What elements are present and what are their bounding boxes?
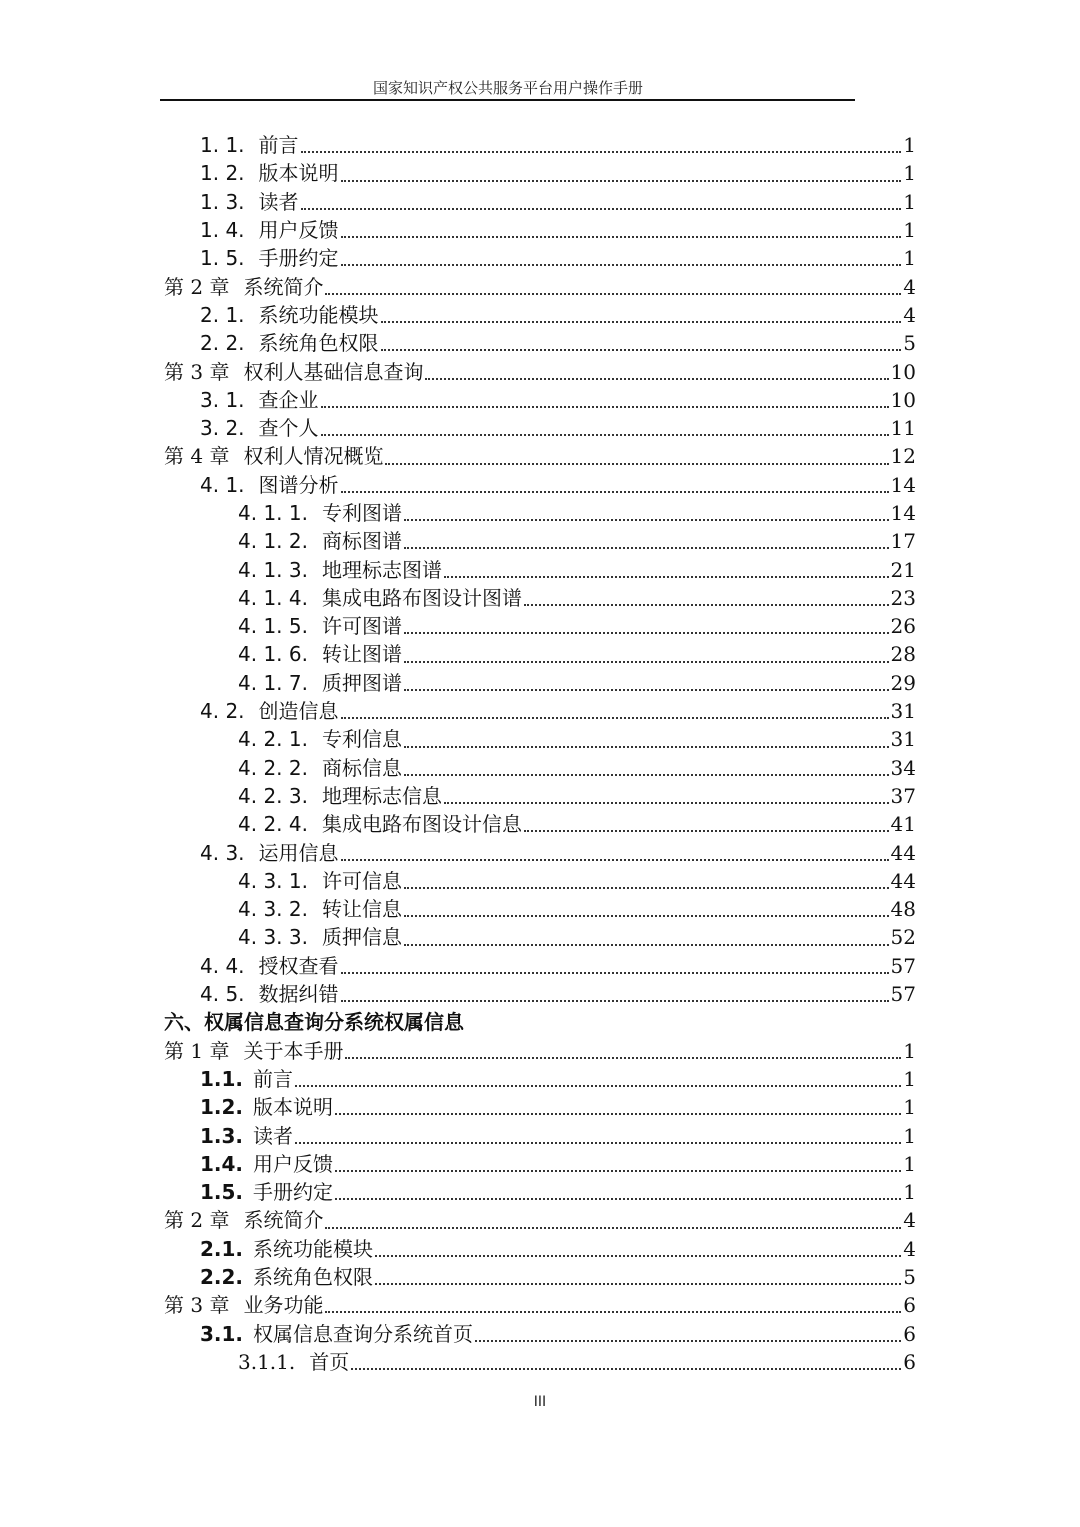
toc-entry-title: 六、权属信息查询分系统权属信息 [164, 1010, 464, 1035]
toc-entry-title: 质押图谱 [321, 670, 402, 695]
toc-entry-page: 14 [890, 472, 916, 497]
toc-entry-number: 第 2 章 [164, 1208, 230, 1233]
toc-entry-title: 转让图谱 [321, 642, 402, 667]
toc-entry [0, 838, 916, 866]
toc-dot-leader [524, 830, 889, 832]
toc-entry-page: 57 [890, 982, 916, 1007]
toc-entry-page: 26 [890, 614, 916, 639]
toc-dot-leader [375, 1283, 901, 1285]
toc-entry [0, 1093, 916, 1121]
toc-dot-leader [524, 604, 889, 606]
toc-entry-title: 专利信息 [321, 727, 402, 752]
toc-entry-number: 4. 3. [200, 840, 245, 865]
toc-entry-number: 4. 2. 3. [238, 783, 308, 808]
toc-entry-title: 查企业 [258, 387, 319, 412]
toc-entry-page: 48 [890, 897, 916, 922]
toc-entry-page: 52 [890, 925, 916, 950]
toc-entry-number: 4. 1. 4. [238, 585, 308, 610]
toc-chapter-entry [0, 1206, 916, 1234]
toc-chapter-entry [0, 357, 916, 385]
toc-entry-page: 1 [903, 161, 916, 186]
toc-entry-number: 2.1. [200, 1236, 244, 1261]
toc-entry [0, 1150, 916, 1178]
toc-entry-title: 用户反馈 [258, 218, 339, 243]
toc-entry [0, 216, 916, 244]
toc-entry [0, 1263, 916, 1291]
toc-dot-leader [345, 1057, 901, 1059]
toc-entry [0, 1121, 916, 1149]
toc-entry-number: 4. 3. 2. [238, 897, 308, 922]
toc-entry-title: 关于本手册 [243, 1038, 344, 1063]
toc-entry-number: 3.1. [200, 1321, 244, 1346]
toc-entry-title: 系统角色权限 [258, 331, 379, 356]
toc-entry-number: 1. 3. [200, 189, 245, 214]
toc-entry-title: 查个人 [258, 416, 319, 441]
toc-entry [0, 782, 916, 810]
toc-entry-number: 1. 5. [200, 246, 245, 271]
toc-entry-number: 4. 1. 1. [238, 501, 308, 525]
toc-entry [0, 725, 916, 753]
toc-entry [0, 301, 916, 329]
toc-entry-number: 1.5. [200, 1180, 244, 1205]
toc-entry-page: 21 [890, 557, 916, 582]
toc-dot-leader [341, 1000, 889, 1002]
toc-entry-number: 1.2. [200, 1095, 244, 1120]
toc-entry-page: 44 [890, 868, 916, 893]
toc-entry-number: 1.1. [200, 1066, 244, 1091]
toc-dot-leader [325, 293, 901, 295]
toc-dot-leader [301, 151, 902, 153]
toc-chapter-entry [0, 272, 916, 300]
toc-entry-number: 4. 2. 1. [238, 727, 308, 752]
toc-entry-number: 4. 4. [200, 953, 245, 978]
toc-entry-number: 4. 1. 3. [238, 557, 308, 582]
toc-dot-leader [321, 406, 889, 408]
toc-entry [0, 159, 916, 187]
toc-dot-leader [341, 236, 902, 238]
toc-entry-number: 第 1 章 [164, 1038, 230, 1063]
toc-entry-title: 商标信息 [321, 755, 402, 780]
toc-entry-number: 1. 2. [200, 161, 245, 186]
toc-entry-number: 第 3 章 [164, 359, 230, 384]
toc-entry [0, 867, 916, 895]
toc-entry-title: 转让信息 [321, 897, 402, 922]
toc-entry-page: 29 [890, 670, 916, 695]
header-rule [160, 99, 855, 101]
toc-entry [0, 923, 916, 951]
toc-entry-title: 首页 [309, 1349, 350, 1374]
toc-dot-leader [444, 802, 889, 804]
toc-dot-leader [404, 944, 889, 946]
toc-entry-page: 1 [903, 1151, 916, 1176]
toc-entry [0, 1235, 916, 1263]
toc-dot-leader [475, 1340, 901, 1342]
toc-entry [0, 1065, 916, 1093]
toc-entry-page: 4 [903, 1236, 916, 1261]
toc-entry-number: 1. 4. [200, 218, 245, 243]
toc-dot-leader [404, 746, 889, 748]
toc-entry [0, 1178, 916, 1206]
toc-entry-number: 2. 2. [200, 331, 245, 356]
toc-entry [0, 1348, 916, 1376]
toc-dot-leader [404, 689, 889, 691]
toc-entry-page: 14 [890, 501, 916, 525]
toc-dot-leader [385, 463, 888, 465]
toc-entry-page: 4 [903, 302, 916, 327]
toc-dot-leader [341, 264, 902, 266]
toc-entry-title: 创造信息 [258, 699, 339, 724]
toc-entry-page: 1 [903, 189, 916, 214]
toc-entry [0, 188, 916, 216]
toc-entry [0, 555, 916, 583]
toc-entry-title: 前言 [258, 133, 299, 158]
toc-dot-leader [425, 378, 888, 380]
toc-dot-leader [295, 1085, 901, 1087]
toc-entry-title: 许可图谱 [321, 614, 402, 639]
toc-entry-number: 4. 2. 2. [238, 755, 308, 780]
toc-entry [0, 471, 916, 499]
toc-entry [0, 980, 916, 1008]
toc-entry [0, 895, 916, 923]
table-of-contents [0, 131, 1080, 1376]
toc-entry-number: 1. 1. [200, 133, 245, 158]
toc-entry-number: 3. 2. [200, 416, 245, 441]
toc-entry-title: 集成电路布图设计图谱 [321, 585, 522, 610]
toc-entry [0, 612, 916, 640]
toc-entry-page: 28 [890, 642, 916, 667]
toc-entry-title: 授权查看 [258, 953, 339, 978]
toc-entry-page: 1 [903, 1180, 916, 1205]
toc-dot-leader [404, 519, 889, 521]
toc-dot-leader [321, 434, 889, 436]
toc-dot-leader [404, 774, 889, 776]
toc-entry-page: 1 [903, 218, 916, 243]
toc-entry-title: 权利人情况概览 [243, 444, 384, 469]
toc-dot-leader [325, 1227, 901, 1229]
toc-entry-number: 4. 1. 2. [238, 529, 308, 554]
toc-entry-page: 1 [903, 246, 916, 271]
toc-dot-leader [295, 1142, 901, 1144]
toc-entry-page: 1 [903, 1038, 916, 1063]
toc-dot-leader [341, 180, 902, 182]
toc-entry-title: 数据纠错 [258, 982, 339, 1007]
toc-entry-title: 前言 [253, 1066, 294, 1091]
toc-entry-title: 系统简介 [243, 1208, 324, 1233]
toc-entry-number: 4. 1. 5. [238, 614, 308, 639]
toc-entry-title: 图谱分析 [258, 472, 339, 497]
toc-dot-leader [341, 491, 889, 493]
toc-entry-number: 4. 2. [200, 699, 245, 724]
toc-entry-page: 1 [903, 1095, 916, 1120]
toc-dot-leader [335, 1198, 901, 1200]
running-header-title: 国家知识产权公共服务平台用户操作手册 [372, 79, 643, 97]
toc-entry [0, 1319, 916, 1347]
toc-entry [0, 640, 916, 668]
toc-entry [0, 527, 916, 555]
toc-entry-title: 读者 [253, 1123, 294, 1148]
toc-chapter-entry [0, 1291, 916, 1319]
toc-entry-title: 手册约定 [253, 1180, 334, 1205]
toc-entry [0, 244, 916, 272]
toc-entry-page: 6 [903, 1321, 916, 1346]
toc-entry-title: 运用信息 [258, 840, 339, 865]
toc-entry-title: 手册约定 [258, 246, 339, 271]
toc-dot-leader [375, 1255, 901, 1257]
toc-entry-page: 6 [903, 1293, 916, 1318]
toc-entry-title: 系统功能模块 [253, 1236, 374, 1261]
toc-dot-leader [381, 349, 902, 351]
toc-entry-page: 17 [890, 529, 916, 554]
toc-entry-number: 3.1.1. [238, 1349, 296, 1374]
toc-dot-leader [341, 972, 889, 974]
toc-entry-page: 10 [890, 359, 916, 384]
toc-entry-page: 1 [903, 1123, 916, 1148]
toc-entry-page: 6 [903, 1349, 916, 1374]
toc-entry-number: 4. 5. [200, 982, 245, 1007]
toc-entry-title: 专利图谱 [321, 501, 402, 525]
toc-entry [0, 754, 916, 782]
toc-entry-title: 地理标志图谱 [321, 557, 442, 582]
toc-entry [0, 697, 916, 725]
toc-entry [0, 952, 916, 980]
toc-entry-number: 4. 3. 3. [238, 925, 308, 950]
toc-entry-title: 版本说明 [253, 1095, 334, 1120]
toc-chapter-entry [0, 1037, 916, 1065]
toc-entry-number: 4. 1. 6. [238, 642, 308, 667]
toc-entry-page: 1 [903, 133, 916, 158]
toc-dot-leader [325, 1311, 901, 1313]
toc-dot-leader [404, 887, 889, 889]
toc-entry-title: 质押信息 [321, 925, 402, 950]
toc-entry [0, 669, 916, 697]
toc-dot-leader [335, 1170, 901, 1172]
toc-entry-page: 12 [890, 444, 916, 469]
toc-entry [0, 414, 916, 442]
toc-dot-leader [444, 576, 889, 578]
toc-entry-page: 11 [890, 416, 916, 441]
toc-entry-title: 版本说明 [258, 161, 339, 186]
toc-dot-leader [301, 208, 902, 210]
toc-entry [0, 386, 916, 414]
toc-entry-page: 37 [890, 783, 916, 808]
toc-entry-title: 集成电路布图设计信息 [321, 812, 522, 837]
toc-entry-number: 1.3. [200, 1123, 244, 1148]
toc-entry-number: 4. 3. 1. [238, 868, 308, 893]
toc-entry-page: 34 [890, 755, 916, 780]
toc-entry-page: 1 [903, 1066, 916, 1091]
page-number: III [533, 1394, 547, 1410]
toc-entry-number: 第 2 章 [164, 274, 230, 299]
toc-entry-page: 4 [903, 1208, 916, 1233]
toc-entry-title: 权利人基础信息查询 [243, 359, 424, 384]
toc-entry-title: 权属信息查询分系统首页 [253, 1321, 474, 1346]
toc-entry-number: 4. 1. [200, 472, 245, 497]
toc-entry-number: 2.2. [200, 1265, 244, 1290]
toc-chapter-entry [0, 442, 916, 470]
toc-entry-title: 用户反馈 [253, 1151, 334, 1176]
toc-entry-number: 第 3 章 [164, 1293, 230, 1318]
toc-dot-leader [404, 547, 889, 549]
toc-entry-page: 10 [890, 387, 916, 412]
toc-entry-title: 业务功能 [243, 1293, 324, 1318]
toc-entry-number: 3. 1. [200, 387, 245, 412]
toc-entry [0, 329, 916, 357]
toc-entry [0, 499, 916, 527]
toc-entry [0, 584, 916, 612]
toc-dot-leader [381, 321, 902, 323]
toc-entry [0, 131, 916, 159]
toc-dot-leader [404, 661, 889, 663]
toc-entry-page: 31 [890, 699, 916, 724]
toc-dot-leader [335, 1113, 901, 1115]
toc-entry-number: 4. 1. 7. [238, 670, 308, 695]
toc-entry-page: 23 [890, 585, 916, 610]
toc-entry [0, 810, 916, 838]
toc-entry-title: 读者 [258, 189, 299, 214]
toc-entry-number: 2. 1. [200, 302, 245, 327]
toc-entry-title: 系统角色权限 [253, 1265, 374, 1290]
toc-entry-page: 41 [890, 812, 916, 837]
toc-dot-leader [341, 859, 889, 861]
toc-entry-page: 5 [903, 331, 916, 356]
toc-entry-title: 商标图谱 [321, 529, 402, 554]
toc-entry-number: 第 4 章 [164, 444, 230, 469]
toc-entry-page: 31 [890, 727, 916, 752]
toc-entry-page: 4 [903, 274, 916, 299]
toc-entry-number: 1.4. [200, 1151, 244, 1176]
toc-dot-leader [404, 915, 889, 917]
toc-dot-leader [351, 1368, 901, 1370]
toc-entry-page: 44 [890, 840, 916, 865]
toc-dot-leader [341, 717, 889, 719]
toc-entry-title: 地理标志信息 [321, 783, 442, 808]
toc-entry-title: 许可信息 [321, 868, 402, 893]
toc-entry-number: 4. 2. 4. [238, 812, 308, 837]
toc-entry-page: 57 [890, 953, 916, 978]
toc-dot-leader [404, 632, 889, 634]
toc-entry-title: 系统功能模块 [258, 302, 379, 327]
toc-section-heading [0, 1008, 916, 1036]
toc-entry-title: 系统简介 [243, 274, 324, 299]
toc-entry-page: 5 [903, 1265, 916, 1290]
